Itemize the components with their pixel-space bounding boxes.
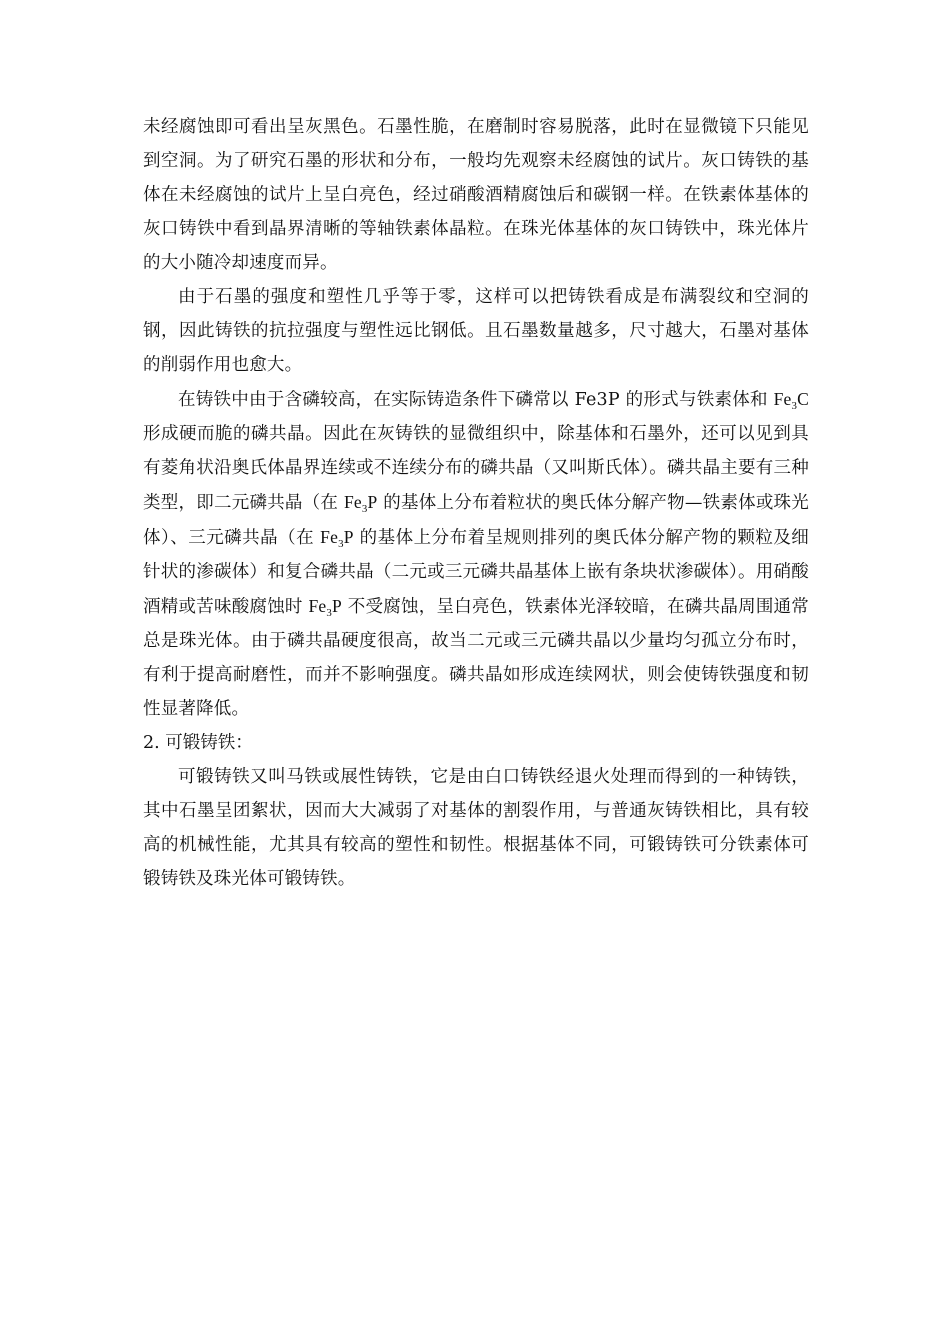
text-segment: 形成硬而脆的磷共晶。因此在灰铸铁的显微组织中，除基体和石墨外，还可以见到具有菱角状沿奥氏体晶界连续或不连续分布的磷共晶（又叫斯氏体）。磷共晶主要有三种类型，即二元磷共晶（在 xyxy=(143,424,809,513)
paragraph-malleable-iron: 可锻铸铁又叫马铁或展性铸铁，它是由白口铸铁经退火处理而得到的一种铸铁，其中石墨呈团絮状，因而大大减弱了对基体的割裂作用，与普通灰铸铁相比，具有较高的机械性能，尤其具有较高的塑性和韧性。根据基体不同，可锻铸铁可分铁素体可锻铸铁及珠光体可锻铸铁。 xyxy=(143,767,809,889)
text-segment: 在铸铁中由于含磷较高，在实际铸造条件下磷常以 Fe3P 的形式与铁素体和 xyxy=(178,390,774,410)
chem-element: Fe xyxy=(773,389,792,409)
chem-subscript: 3 xyxy=(361,502,368,515)
section-heading-malleable-iron: 2. 可锻铸铁： xyxy=(143,733,253,753)
chem-element: Fe xyxy=(343,492,362,512)
chem-element: C xyxy=(797,389,809,409)
chem-fe3c xyxy=(773,389,809,412)
chem-fe3p xyxy=(308,596,342,619)
chem-element: Fe xyxy=(320,527,339,547)
chem-subscript: 3 xyxy=(338,537,344,550)
chem-subscript: 3 xyxy=(326,606,333,619)
document-page xyxy=(143,110,809,896)
chem-element: Fe xyxy=(308,596,327,616)
chem-subscript: 3 xyxy=(791,399,798,412)
chem-fe3p xyxy=(320,527,354,550)
text-segment: 的基体上分布着呈规则排列的奥氏体分解产物的颗粒及细针状的渗碳体）和复合磷共晶（二元或三元磷共晶基体上嵌有条块状渗碳体）。用硝酸酒精或苦味酸腐蚀时 xyxy=(143,528,810,617)
paragraph-phosphorus-eutectic xyxy=(143,382,809,726)
chem-element: P xyxy=(367,492,378,512)
chem-fe3p xyxy=(343,492,378,515)
chem-element: P xyxy=(332,596,342,616)
chem-element: P xyxy=(343,527,354,547)
text-segment: 的基体上分布着粒状的奥氏体分解产物—铁素体或珠光体）、三元磷共晶（在 xyxy=(143,493,809,548)
paragraph-gray-cast-iron-graphite: 未经腐蚀即可看出呈灰黑色。石墨性脆，在磨制时容易脱落，此时在显微镜下只能见到空洞。为了研究石墨的形状和分布，一般均先观察未经腐蚀的试片。灰口铸铁的基体在未经腐蚀的试片上呈白亮色，经过硝酸酒精腐蚀后和碳钢一样。在铁素体基体的灰口铸铁中看到晶界清晰的等轴铁素体晶粒。在珠光体基体的灰口铸铁中，珠光体片的大小随冷却速度而异。 xyxy=(143,117,809,273)
text-segment: 不受腐蚀，呈白亮色，铁素体光泽较暗，在磷共晶周围通常总是珠光体。由于磷共晶硬度很高，故当二元或三元磷共晶以少量均匀孤立分布时，有利于提高耐磨性，而并不影响强度。磷共晶如形成连续网状，则会使铸铁强度和韧性显著降低。 xyxy=(143,597,809,719)
paragraph-graphite-strength: 由于石墨的强度和塑性几乎等于零，这样可以把铸铁看成是布满裂纹和空洞的钢，因此铸铁的抗拉强度与塑性远比钢低。且石墨数量越多，尺寸越大，石墨对基体的削弱作用也愈大。 xyxy=(143,287,809,375)
